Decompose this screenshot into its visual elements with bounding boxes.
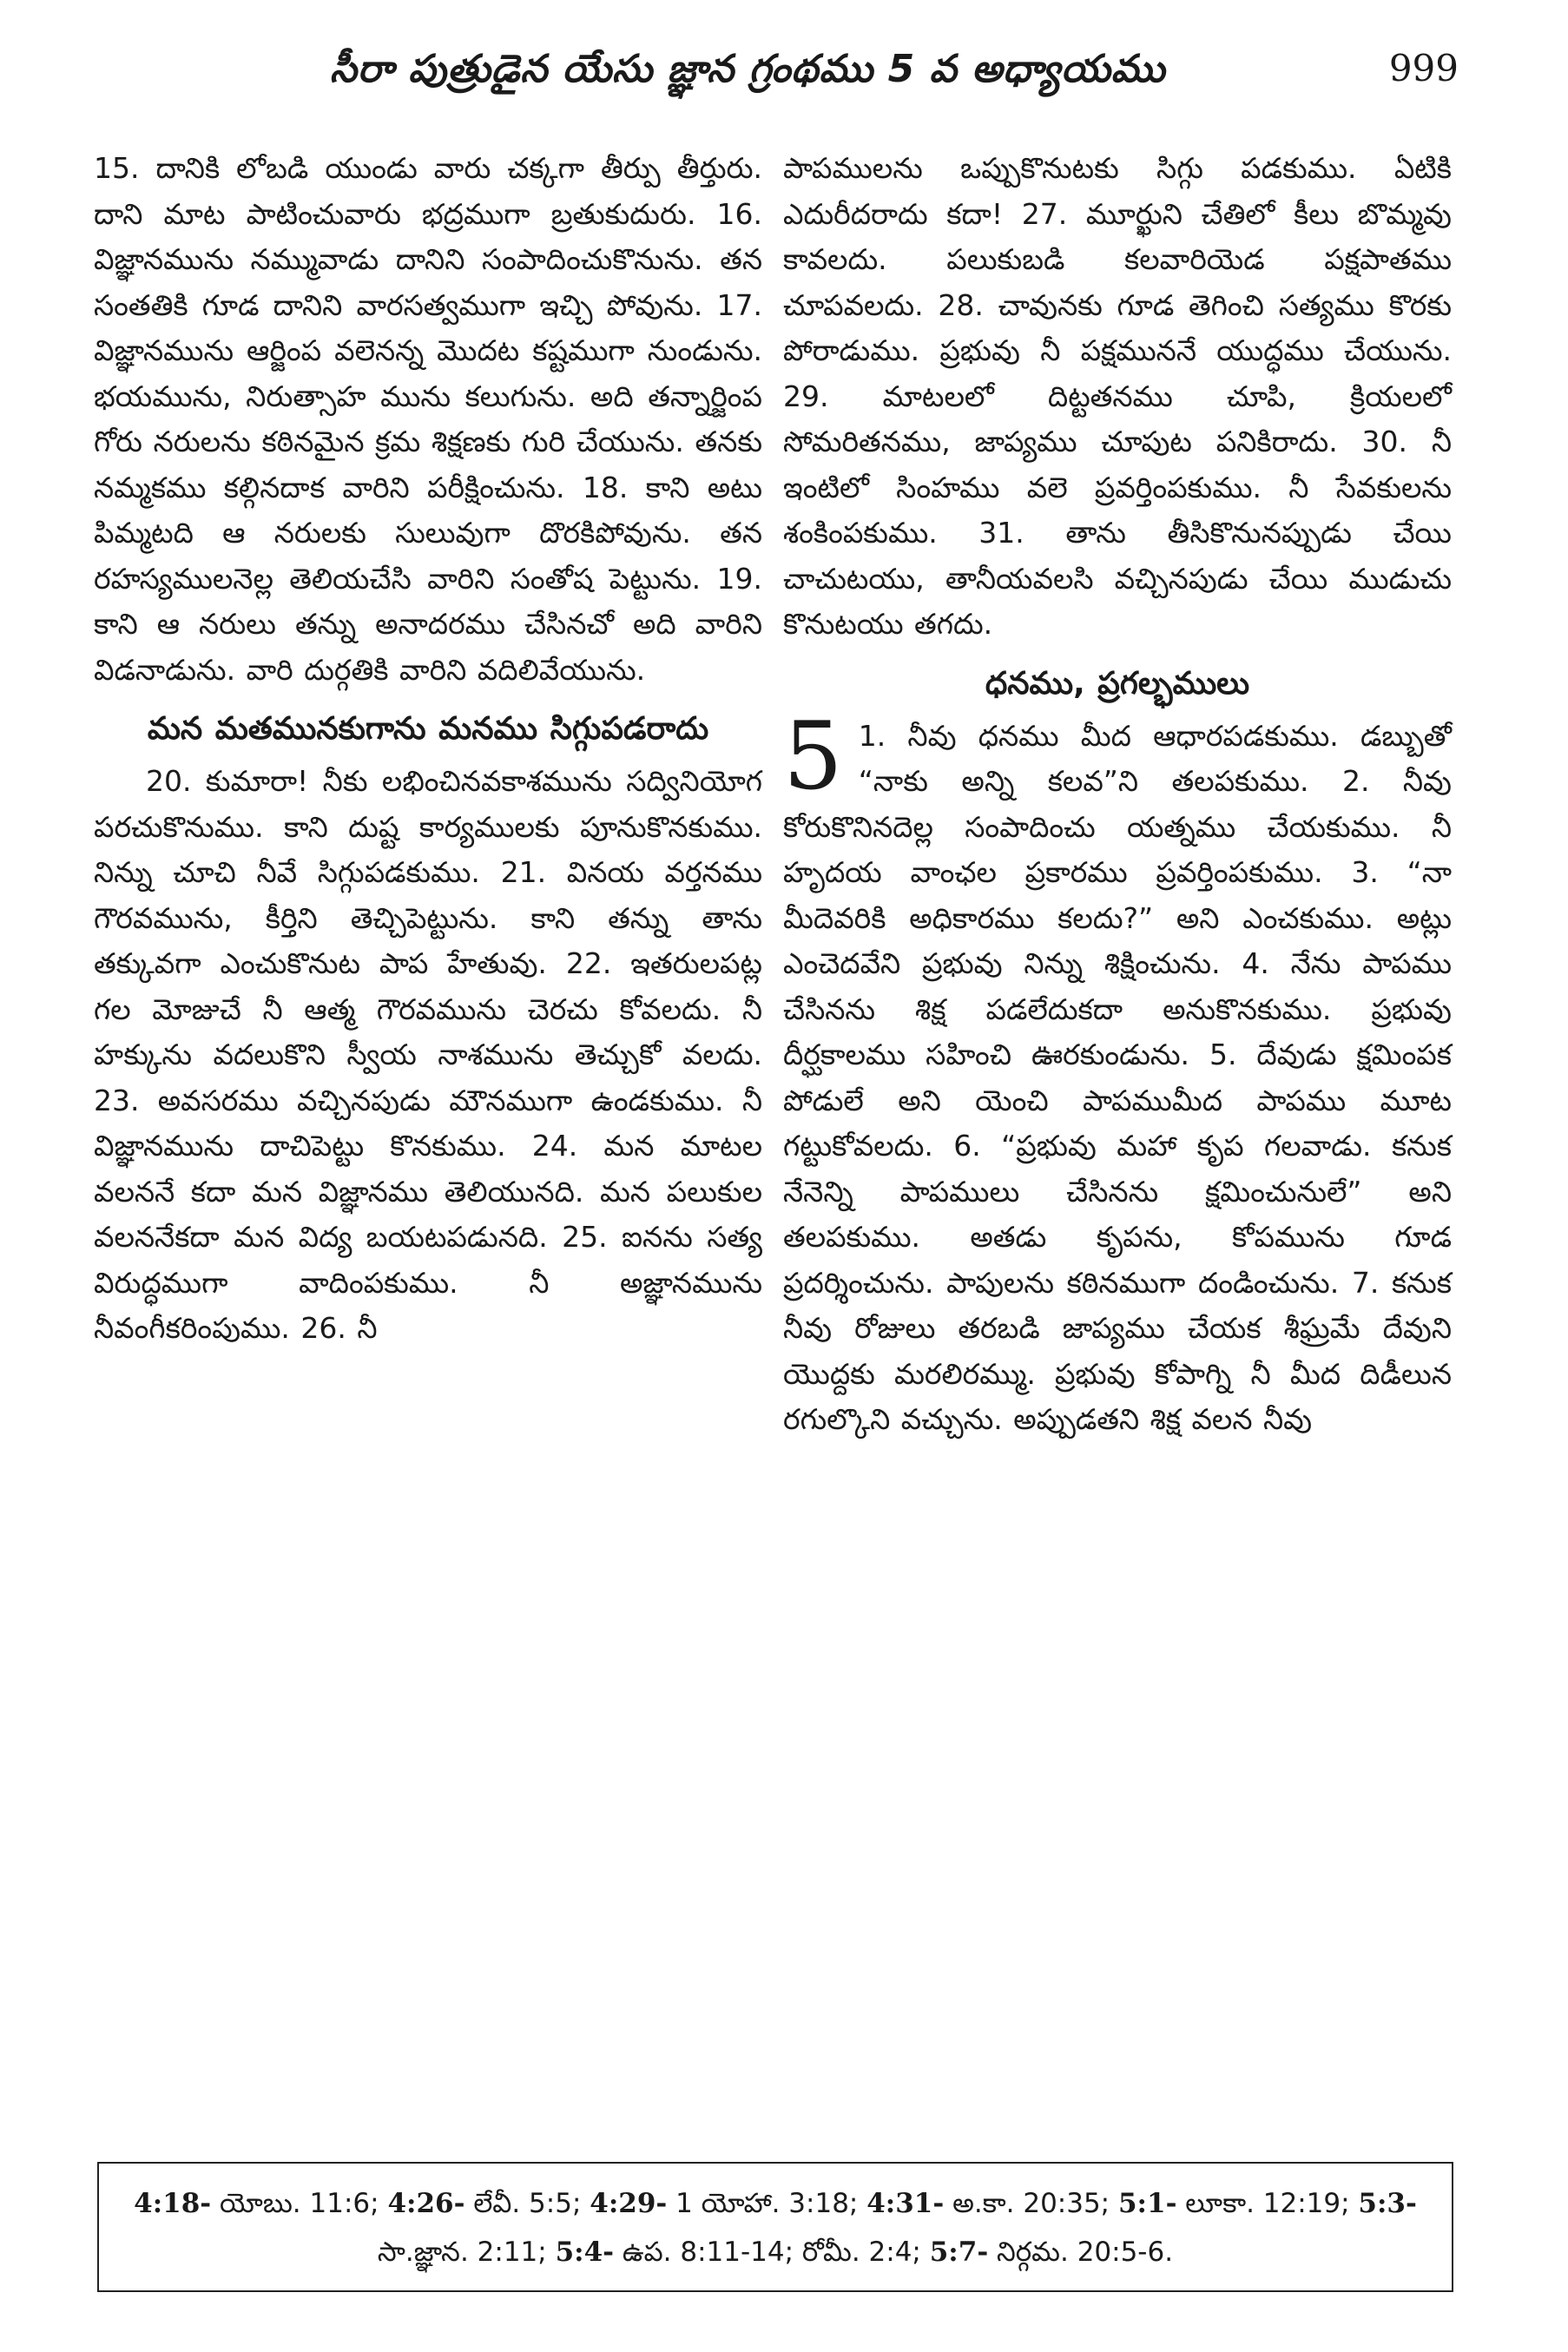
reference-label: 4:31- xyxy=(866,2188,945,2219)
reference-entry xyxy=(387,2188,590,2219)
cross-reference-box xyxy=(97,2162,1453,2292)
reference-text: యోబు. 11:6; xyxy=(211,2188,388,2219)
reference-label: 5:1- xyxy=(1117,2188,1177,2219)
running-header xyxy=(78,42,1467,111)
reference-text: 1 యోహా. 3:18; xyxy=(667,2188,867,2219)
reference-entry xyxy=(134,2188,387,2219)
body-paragraph: 20. కుమారా! నీకు లభించినవకాశమును సద్వినియోగ పరచుకొనుము. కాని దుష్ట కార్యములకు పూనుకొనకుము. నిన్ను చూచి నీవే సిగ్గుపడకుము. 21. వినయ వర్తనము గౌరవమును, కీర్తిని తెచ్చిపెట్టును. కాని తన్ను తాను తక్కువగా ఎంచుకొనుట పాప హేతువు. 22. ఇతరులపట్ల గల మోజుచే నీ ఆత్మ గౌరవమును చెరచు కోవలదు. నీ హక్కును వదలుకొని స్వీయ నాశమును తెచ్చుకో వలదు. 23. అవసరము వచ్చినపుడు మౌనముగా ఉండకుము. నీ విజ్ఞానమును దాచిపెట్టు కొనకుము. 24. మన మాటల వలననే కదా మన విజ్ఞానము తెలియునది. మన పలుకుల వలననేకదా మన విద్య బయటపడునది. 25. ఐనను సత్య విరుద్ధముగా వాదింపకుము. నీ అజ్ఞానమును నీవంగీకరింపుము. 26. నీ xyxy=(94,764,762,1345)
body-paragraph: 15. దానికి లోబడి యుండు వారు చక్కగా తీర్పు తీర్తురు. దాని మాట పాటించువారు భద్రముగా బ్రతుకుదురు. 16. విజ్ఞానమును నమ్మువాడు దానిని సంపాదించుకొనును. తన సంతతికి గూడ దానిని వారసత్వముగా ఇచ్చి పోవును. 17. విజ్ఞానమును ఆర్జింప వలెనన్న మొదట కష్టముగా నుండును. భయమును, నిరుత్సాహ మును కలుగును. అది తన్నార్జింప గోరు నరులను కఠినమైన క్రమ శిక్షణకు గురి చేయును. తనకు నమ్మకము కల్గినదాక వారిని పరీక్షించును. 18. కాని అటు పిమ్మటది ఆ నరులకు సులువుగా దొరకిపోవును. తన రహస్యములనెల్ల తెలియచేసి వారిని సంతోష పెట్టును. 19. కాని ఆ నరులు తన్ను అనాదరము చేసినచో అది వారిని విడనాడును. వారి దుర్గతికి వారిని వదిలివేయును. xyxy=(94,151,763,687)
reference-text: సా.జ్ఞాన. 2:11; xyxy=(377,2237,556,2268)
running-title: సీరా పుత్రుడైన యేసు జ్ఞాన గ్రంథము 5 వ అధ్యాయము xyxy=(330,47,1166,91)
reference-label: 5:3- xyxy=(1358,2188,1417,2219)
reference-entry xyxy=(556,2237,930,2268)
reference-entry xyxy=(1118,2188,1358,2219)
chapter-number: 5 xyxy=(783,702,843,811)
reference-text: లూకా. 12:19; xyxy=(1176,2188,1359,2219)
reference-entry xyxy=(866,2188,1118,2219)
reference-text: అ.కా. 20:35; xyxy=(944,2188,1118,2219)
reference-label: 4:29- xyxy=(590,2188,668,2219)
chapter-text: 1. నీవు ధనము మీద ఆధారపడకుము. డబ్బుతో “నాకు అన్ని కలవ”ని తలపకుము. 2. నీవు కోరుకొనినదెల్ల సంపాదించు యత్నము చేయకుము. నీ హృదయ వాంఛల ప్రకారము ప్రవర్తింపకుము. 3. “నా మీదెవరికి అధికారము కలదు?” అని ఎంచకుము. అట్లు ఎంచెదవేని ప్రభువు నిన్ను శిక్షించును. 4. నేను పాపము చేసినను శిక్ష పడలేదుకదా అనుకొనకుము. ప్రభువు దీర్ఘకాలము సహించి ఊరకుండును. 5. దేవుడు క్షమింపక పోడులే అని యెంచి పాపముమీద పాపము మూట గట్టుకోవలదు. 6. “ప్రభువు మహా కృప గలవాడు. కనుక నేనెన్ని పాపములు చేసినను క్షమించునులే” అని తలపకుము. అతడు కృపను, కోపమును గూడ ప్రదర్శించును. పాపులను కఠినముగా దండించును. 7. కనుక నీవు రోజులు తరబడి జాప్యము చేయక శీఘ్రమే దేవుని యొద్దకు మరలిరమ్ము. ప్రభువు కోపాగ్ని నీ మీద దిడీలున రగుల్కొని వచ్చును. అప్పుడతని శిక్ష వలన నీవు xyxy=(783,718,1452,1436)
section-heading: మన మతమునకుగాను మనము సిగ్గుపడరాదు xyxy=(147,711,709,747)
reference-label: 4:26- xyxy=(387,2188,465,2219)
reference-text: నిర్గమ. 20:5-6. xyxy=(988,2237,1174,2268)
page-number: 999 xyxy=(1388,47,1459,89)
reference-label: 4:18- xyxy=(134,2188,212,2219)
chapter-paragraph xyxy=(783,702,1452,1443)
reference-text: ఉప. 8:11-14; రోమీ. 2:4; xyxy=(614,2237,930,2268)
reference-label: 5:7- xyxy=(929,2237,989,2268)
body-paragraph: పాపములను ఒప్పుకొనుటకు సిగ్గు పడకుము. ఏటికి ఎదురీదరాదు కదా! 27. మూర్ఖుని చేతిలో కీలు బొమ్మవు కావలదు. పలుకుబడి కలవారియెడ పక్షపాతము చూపవలదు. 28. చావునకు గూడ తెగించి సత్యము కొరకు పోరాడుము. ప్రభువు నీ పక్షముననే యుద్ధము చేయును. 29. మాటలలో దిట్టతనము చూపి, క్రియలలో సోమరితనము, జాప్యము చూపుట పనికిరాదు. 30. నీ ఇంటిలో సింహము వలె ప్రవర్తింపకుము. నీ సేవకులను శంకింపకుము. 31. తాను తీసికొనునప్పుడు చేయి చాచుటయు, తానీయవలసి వచ్చినపుడు చేయి ముడుచు కొనుటయు తగదు. xyxy=(783,151,1452,641)
left-column xyxy=(94,146,762,1352)
reference-entry xyxy=(590,2188,866,2219)
section-heading: ధనము, ప్రగల్భములు xyxy=(985,665,1250,702)
reference-label: 5:4- xyxy=(555,2237,615,2268)
reference-text: లేవీ. 5:5; xyxy=(464,2188,590,2219)
reference-entry xyxy=(930,2237,1173,2268)
right-column xyxy=(783,146,1452,1443)
